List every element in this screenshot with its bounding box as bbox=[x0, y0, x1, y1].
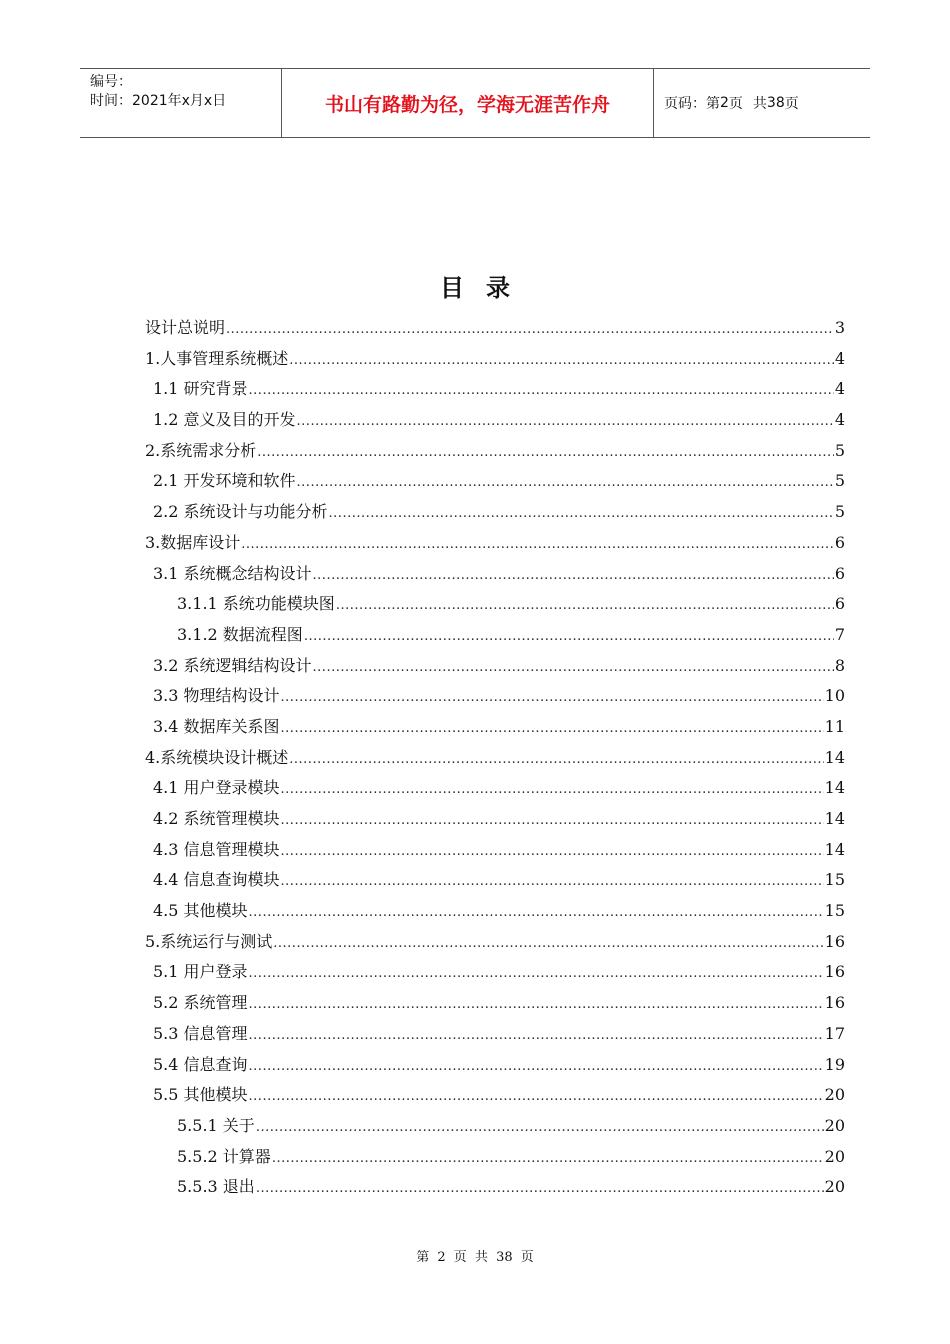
toc-entry[interactable] bbox=[145, 1172, 845, 1203]
toc-entry-label: 5.1 用户登录 bbox=[153, 962, 248, 982]
document-number-label: 编号： bbox=[90, 74, 132, 90]
footer-total-pages: 38 bbox=[496, 1250, 513, 1265]
toc-entry-page: 4 bbox=[834, 410, 845, 430]
toc-leader-dots bbox=[249, 1082, 824, 1111]
toc-entry[interactable] bbox=[145, 559, 845, 590]
toc-entry-label: 2.系统需求分析 bbox=[145, 440, 257, 460]
toc-entry[interactable] bbox=[145, 497, 845, 528]
toc-entry-page: 5 bbox=[834, 502, 845, 522]
toc-entry-label: 设计总说明 bbox=[145, 318, 226, 337]
toc-leader-dots bbox=[256, 1113, 824, 1142]
toc-entry-page: 16 bbox=[824, 931, 845, 951]
toc-entry[interactable] bbox=[145, 651, 845, 682]
toc-entry-label: 5.2 系统管理 bbox=[153, 993, 248, 1013]
toc-entry-label: 5.5.2 计算器 bbox=[177, 1146, 271, 1166]
toc-entry-page: 4 bbox=[834, 348, 845, 368]
toc-leader-dots bbox=[249, 1021, 824, 1050]
toc-entry[interactable] bbox=[145, 927, 845, 958]
toc-leader-dots bbox=[297, 468, 834, 497]
toc-entry[interactable] bbox=[145, 344, 845, 375]
toc-entry[interactable] bbox=[145, 1111, 845, 1142]
toc-leader-dots bbox=[281, 806, 824, 835]
toc-entry-page: 14 bbox=[824, 747, 845, 767]
toc-leader-dots bbox=[281, 775, 824, 804]
toc-entry-label: 3.2 系统逻辑结构设计 bbox=[153, 655, 312, 675]
toc-leader-dots bbox=[226, 315, 834, 344]
header-page-mid: 页 bbox=[728, 96, 743, 112]
toc-entry[interactable] bbox=[145, 1142, 845, 1173]
toc-entry-page: 17 bbox=[824, 1023, 845, 1043]
table-of-contents bbox=[145, 313, 845, 1203]
toc-entry-page: 4 bbox=[834, 379, 845, 399]
toc-entry-page: 3 bbox=[834, 318, 845, 337]
toc-entry[interactable] bbox=[145, 743, 845, 774]
toc-entry-label: 5.3 信息管理 bbox=[153, 1023, 248, 1043]
toc-entry-page: 10 bbox=[824, 686, 845, 706]
toc-leader-dots bbox=[281, 683, 824, 712]
toc-entry[interactable] bbox=[145, 681, 845, 712]
toc-entry-page: 7 bbox=[834, 624, 845, 644]
toc-leader-dots bbox=[289, 346, 834, 375]
toc-leader-dots bbox=[241, 530, 834, 559]
toc-entry-page: 14 bbox=[824, 778, 845, 798]
footer-mid: 页 共 bbox=[453, 1250, 488, 1265]
toc-leader-dots bbox=[272, 1144, 824, 1173]
toc-entry-label: 1.1 研究背景 bbox=[153, 379, 248, 399]
toc-entry[interactable] bbox=[145, 896, 845, 927]
toc-entry[interactable] bbox=[145, 712, 845, 743]
toc-leader-dots bbox=[257, 438, 834, 467]
header-page-total-label: 共 bbox=[752, 96, 767, 112]
toc-leader-dots bbox=[313, 561, 834, 590]
toc-entry[interactable] bbox=[145, 589, 845, 620]
toc-leader-dots bbox=[273, 929, 823, 958]
header-page-label: 页码：第 bbox=[664, 96, 720, 112]
toc-leader-dots bbox=[329, 499, 834, 528]
toc-entry[interactable] bbox=[145, 374, 845, 405]
toc-entry-label: 3.1 系统概念结构设计 bbox=[153, 563, 312, 583]
toc-entry[interactable] bbox=[145, 1050, 845, 1081]
toc-entry[interactable] bbox=[145, 436, 845, 467]
toc-entry[interactable] bbox=[145, 1080, 845, 1111]
toc-entry-page: 15 bbox=[824, 901, 845, 921]
toc-leader-dots bbox=[297, 407, 834, 436]
toc-leader-dots bbox=[249, 898, 824, 927]
toc-leader-dots bbox=[336, 591, 834, 620]
toc-entry-page: 6 bbox=[834, 594, 845, 614]
page-footer bbox=[0, 1246, 950, 1265]
toc-entry-label: 4.系统模块设计概述 bbox=[145, 747, 289, 767]
toc-leader-dots bbox=[249, 376, 834, 405]
toc-entry-label: 3.4 数据库关系图 bbox=[153, 716, 280, 736]
toc-entry-page: 16 bbox=[824, 962, 845, 982]
toc-entry-label: 5.5.3 退出 bbox=[177, 1177, 255, 1197]
toc-entry-page: 11 bbox=[824, 716, 845, 736]
toc-entry-label: 3.1.1 系统功能模块图 bbox=[177, 594, 335, 614]
toc-entry[interactable] bbox=[145, 313, 845, 344]
toc-entry-page: 20 bbox=[824, 1085, 845, 1105]
toc-entry-page: 14 bbox=[824, 839, 845, 859]
toc-entry[interactable] bbox=[145, 957, 845, 988]
header-page-suffix: 页 bbox=[784, 96, 799, 112]
toc-entry-page: 20 bbox=[824, 1177, 845, 1197]
toc-entry-page: 16 bbox=[824, 993, 845, 1013]
header-motto-cell bbox=[282, 69, 654, 137]
toc-entry[interactable] bbox=[145, 865, 845, 896]
toc-leader-dots bbox=[249, 1052, 824, 1081]
toc-entry-page: 8 bbox=[834, 655, 845, 675]
toc-entry[interactable] bbox=[145, 528, 845, 559]
toc-leader-dots bbox=[256, 1174, 824, 1203]
toc-entry[interactable] bbox=[145, 804, 845, 835]
toc-entry-label: 4.1 用户登录模块 bbox=[153, 778, 280, 798]
toc-entry-page: 6 bbox=[834, 563, 845, 583]
header-motto: 书山有路勤为径，学海无涯苦作舟 bbox=[324, 93, 610, 116]
toc-entry-label: 4.4 信息查询模块 bbox=[153, 870, 280, 890]
toc-entry-label: 5.5.1 关于 bbox=[177, 1115, 255, 1135]
toc-entry-page: 6 bbox=[834, 532, 845, 552]
toc-entry[interactable] bbox=[145, 988, 845, 1019]
toc-entry-label: 1.2 意义及目的开发 bbox=[153, 410, 296, 430]
toc-entry[interactable] bbox=[145, 835, 845, 866]
toc-entry-label: 1.人事管理系统概述 bbox=[145, 348, 289, 368]
toc-entry-page: 20 bbox=[824, 1146, 845, 1166]
toc-entry[interactable] bbox=[145, 773, 845, 804]
toc-entry-label: 5.系统运行与测试 bbox=[145, 931, 273, 951]
toc-entry-page: 14 bbox=[824, 809, 845, 828]
toc-entry-label: 3.1.2 数据流程图 bbox=[177, 624, 303, 644]
toc-entry[interactable] bbox=[145, 405, 845, 436]
toc-entry-page: 5 bbox=[834, 440, 845, 460]
toc-entry-label: 4.3 信息管理模块 bbox=[153, 839, 280, 859]
toc-leader-dots bbox=[289, 745, 823, 774]
toc-entry-label: 4.5 其他模块 bbox=[153, 901, 248, 921]
header-page-total: 38 bbox=[766, 95, 785, 111]
toc-leader-dots bbox=[281, 867, 824, 896]
header-info-cell bbox=[80, 69, 282, 137]
toc-entry-page: 20 bbox=[824, 1115, 845, 1135]
document-date: 时间：2021年x月x日 bbox=[90, 93, 227, 109]
toc-leader-dots bbox=[281, 714, 824, 743]
toc-entry-label: 2.2 系统设计与功能分析 bbox=[153, 502, 328, 522]
footer-current-page: 2 bbox=[437, 1250, 446, 1265]
toc-leader-dots bbox=[304, 622, 834, 651]
toc-entry-label: 4.2 系统管理模块 bbox=[153, 809, 280, 828]
footer-prefix: 第 bbox=[416, 1250, 430, 1265]
toc-entry-page: 15 bbox=[824, 870, 845, 890]
toc-entry-page: 19 bbox=[824, 1054, 845, 1074]
toc-leader-dots bbox=[249, 959, 824, 988]
toc-entry-label: 3.数据库设计 bbox=[145, 532, 241, 552]
toc-leader-dots bbox=[281, 837, 824, 866]
footer-suffix: 页 bbox=[520, 1250, 534, 1265]
toc-entry-page: 5 bbox=[834, 471, 845, 491]
header-page-cell bbox=[654, 69, 870, 137]
toc-entry-label: 2.1 开发环境和软件 bbox=[153, 471, 296, 491]
toc-entry-label: 5.4 信息查询 bbox=[153, 1054, 248, 1074]
toc-entry[interactable] bbox=[145, 620, 845, 651]
header-page-current: 2 bbox=[720, 95, 729, 111]
document-header bbox=[80, 68, 870, 138]
toc-entry[interactable] bbox=[145, 466, 845, 497]
toc-title: 目录 bbox=[440, 274, 532, 302]
toc-entry-label: 3.3 物理结构设计 bbox=[153, 686, 280, 706]
toc-leader-dots bbox=[249, 990, 824, 1019]
toc-entry-label: 5.5 其他模块 bbox=[153, 1085, 248, 1105]
toc-leader-dots bbox=[313, 653, 834, 682]
toc-entry[interactable] bbox=[145, 1019, 845, 1050]
